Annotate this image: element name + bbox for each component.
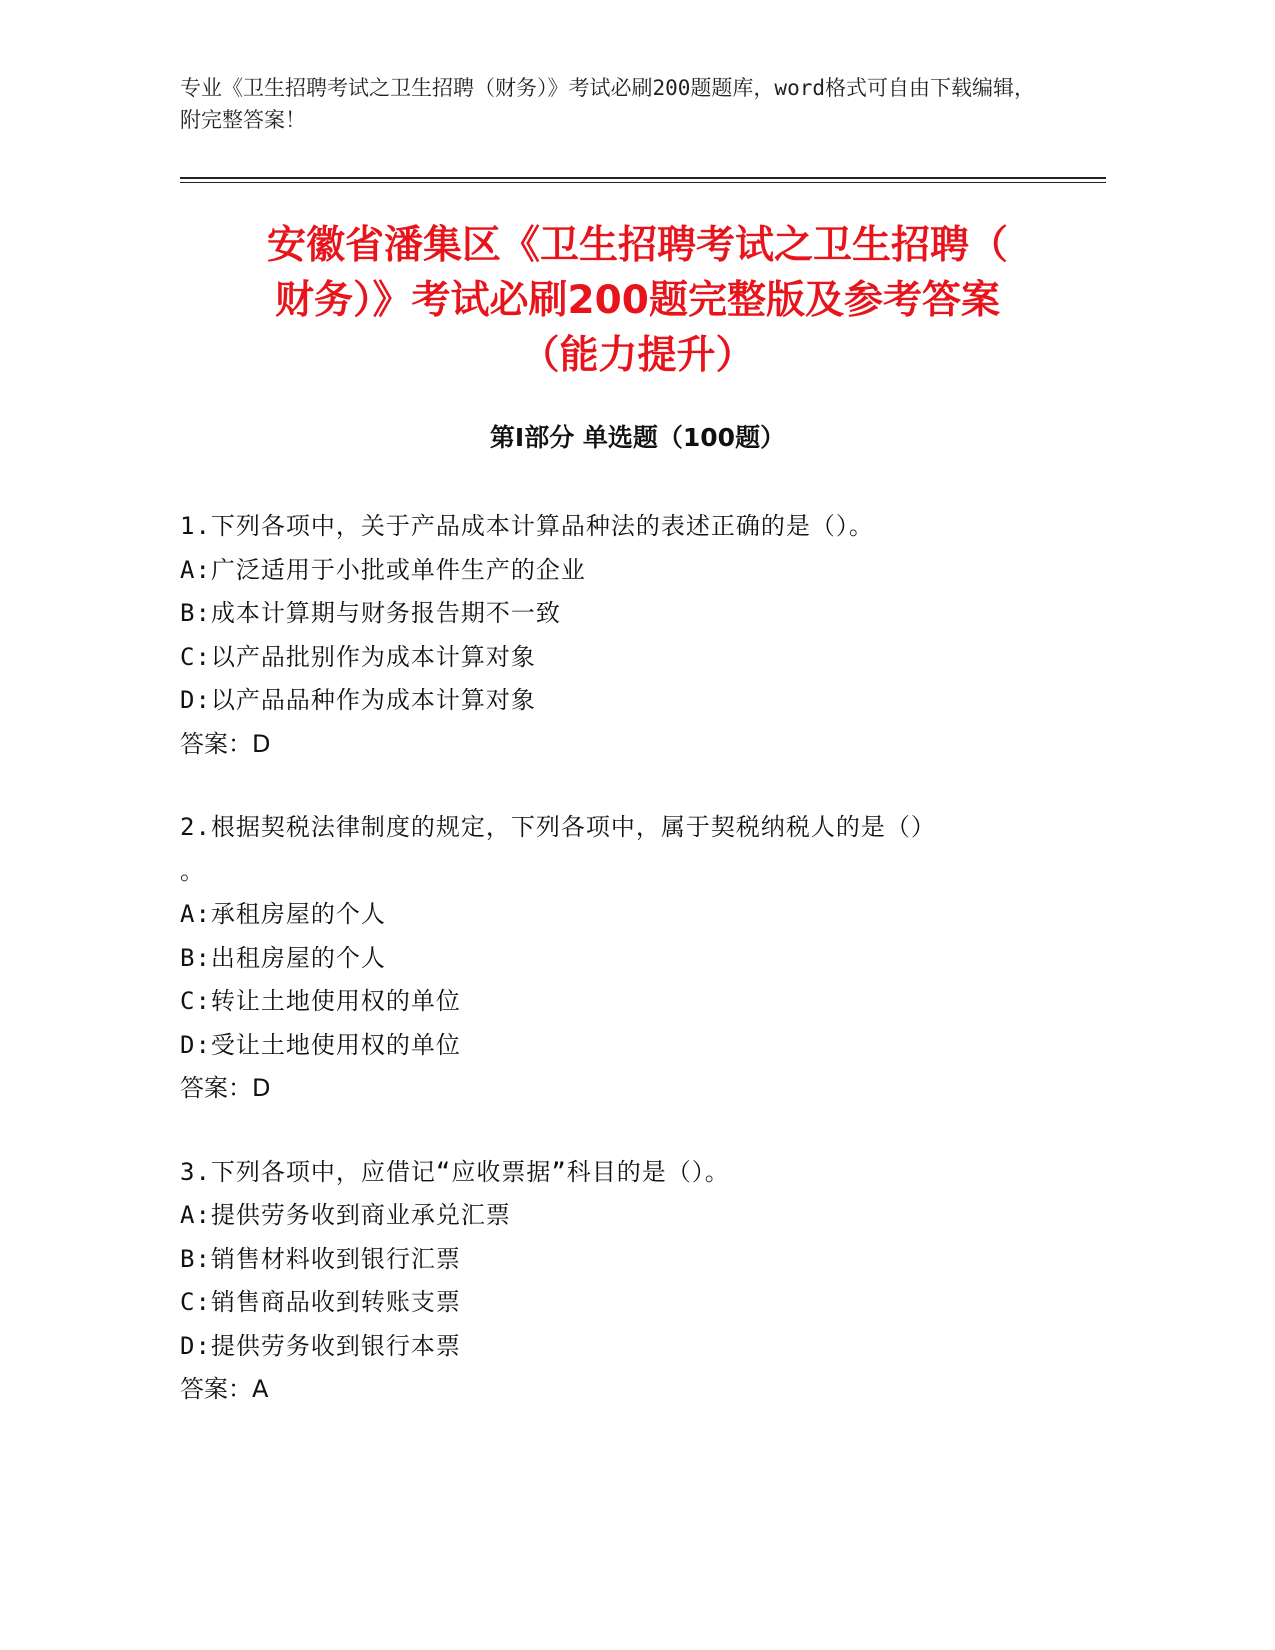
header-note: 专业《卫生招聘考试之卫生招聘（财务）》考试必刷200题题库，word格式可自由下载编辑，附完整答案！ — [180, 76, 1035, 132]
question-stem: 1.下列各项中，关于产品成本计算品种法的表述正确的是（）。 — [180, 512, 874, 540]
option-a: A:承租房屋的个人 — [180, 900, 386, 928]
option-d: D:以产品品种作为成本计算对象 — [180, 686, 536, 714]
header-rule-thick — [180, 177, 1106, 179]
option-b: B:销售材料收到银行汇票 — [180, 1244, 461, 1273]
document-title-line-3: （能力提升） — [520, 333, 755, 378]
option-d: D:受让土地使用权的单位 — [180, 1030, 461, 1059]
answer: 答案：D — [180, 1074, 271, 1102]
question-stem: 2.根据契税法律制度的规定，下列各项中，属于契税纳税人的是（） 。 — [180, 813, 936, 885]
option-d: D:提供劳务收到银行本票 — [180, 1331, 461, 1360]
option-c: C:转让土地使用权的单位 — [180, 987, 461, 1015]
option-b: B:成本计算期与财务报告期不一致 — [180, 599, 561, 627]
question-3 — [180, 1151, 1050, 1412]
option-c: C:以产品批别作为成本计算对象 — [180, 642, 536, 671]
header-rule-thin — [180, 182, 1106, 183]
answer: 答案：A — [180, 1375, 269, 1403]
question-2 — [180, 806, 1050, 1111]
option-a: A:广泛适用于小批或单件生产的企业 — [180, 555, 586, 584]
question-list — [180, 505, 1050, 1452]
document-title-line-2: 财务）》考试必刷200题完整版及参考答案 — [275, 278, 1000, 323]
option-c: C:销售商品收到转账支票 — [180, 1288, 461, 1316]
question-1 — [180, 505, 1050, 766]
document-title — [160, 218, 1115, 383]
answer: 答案：D — [180, 729, 271, 758]
section-title: 第Ⅰ部分 单选题（100题） — [489, 423, 786, 452]
option-a: A:提供劳务收到商业承兑汇票 — [180, 1201, 511, 1229]
question-stem: 3.下列各项中，应借记“应收票据”科目的是（）。 — [180, 1157, 730, 1186]
document-title-line-1: 安徽省潘集区《卫生招聘考试之卫生招聘（ — [266, 223, 1008, 268]
option-b: B:出租房屋的个人 — [180, 943, 386, 972]
